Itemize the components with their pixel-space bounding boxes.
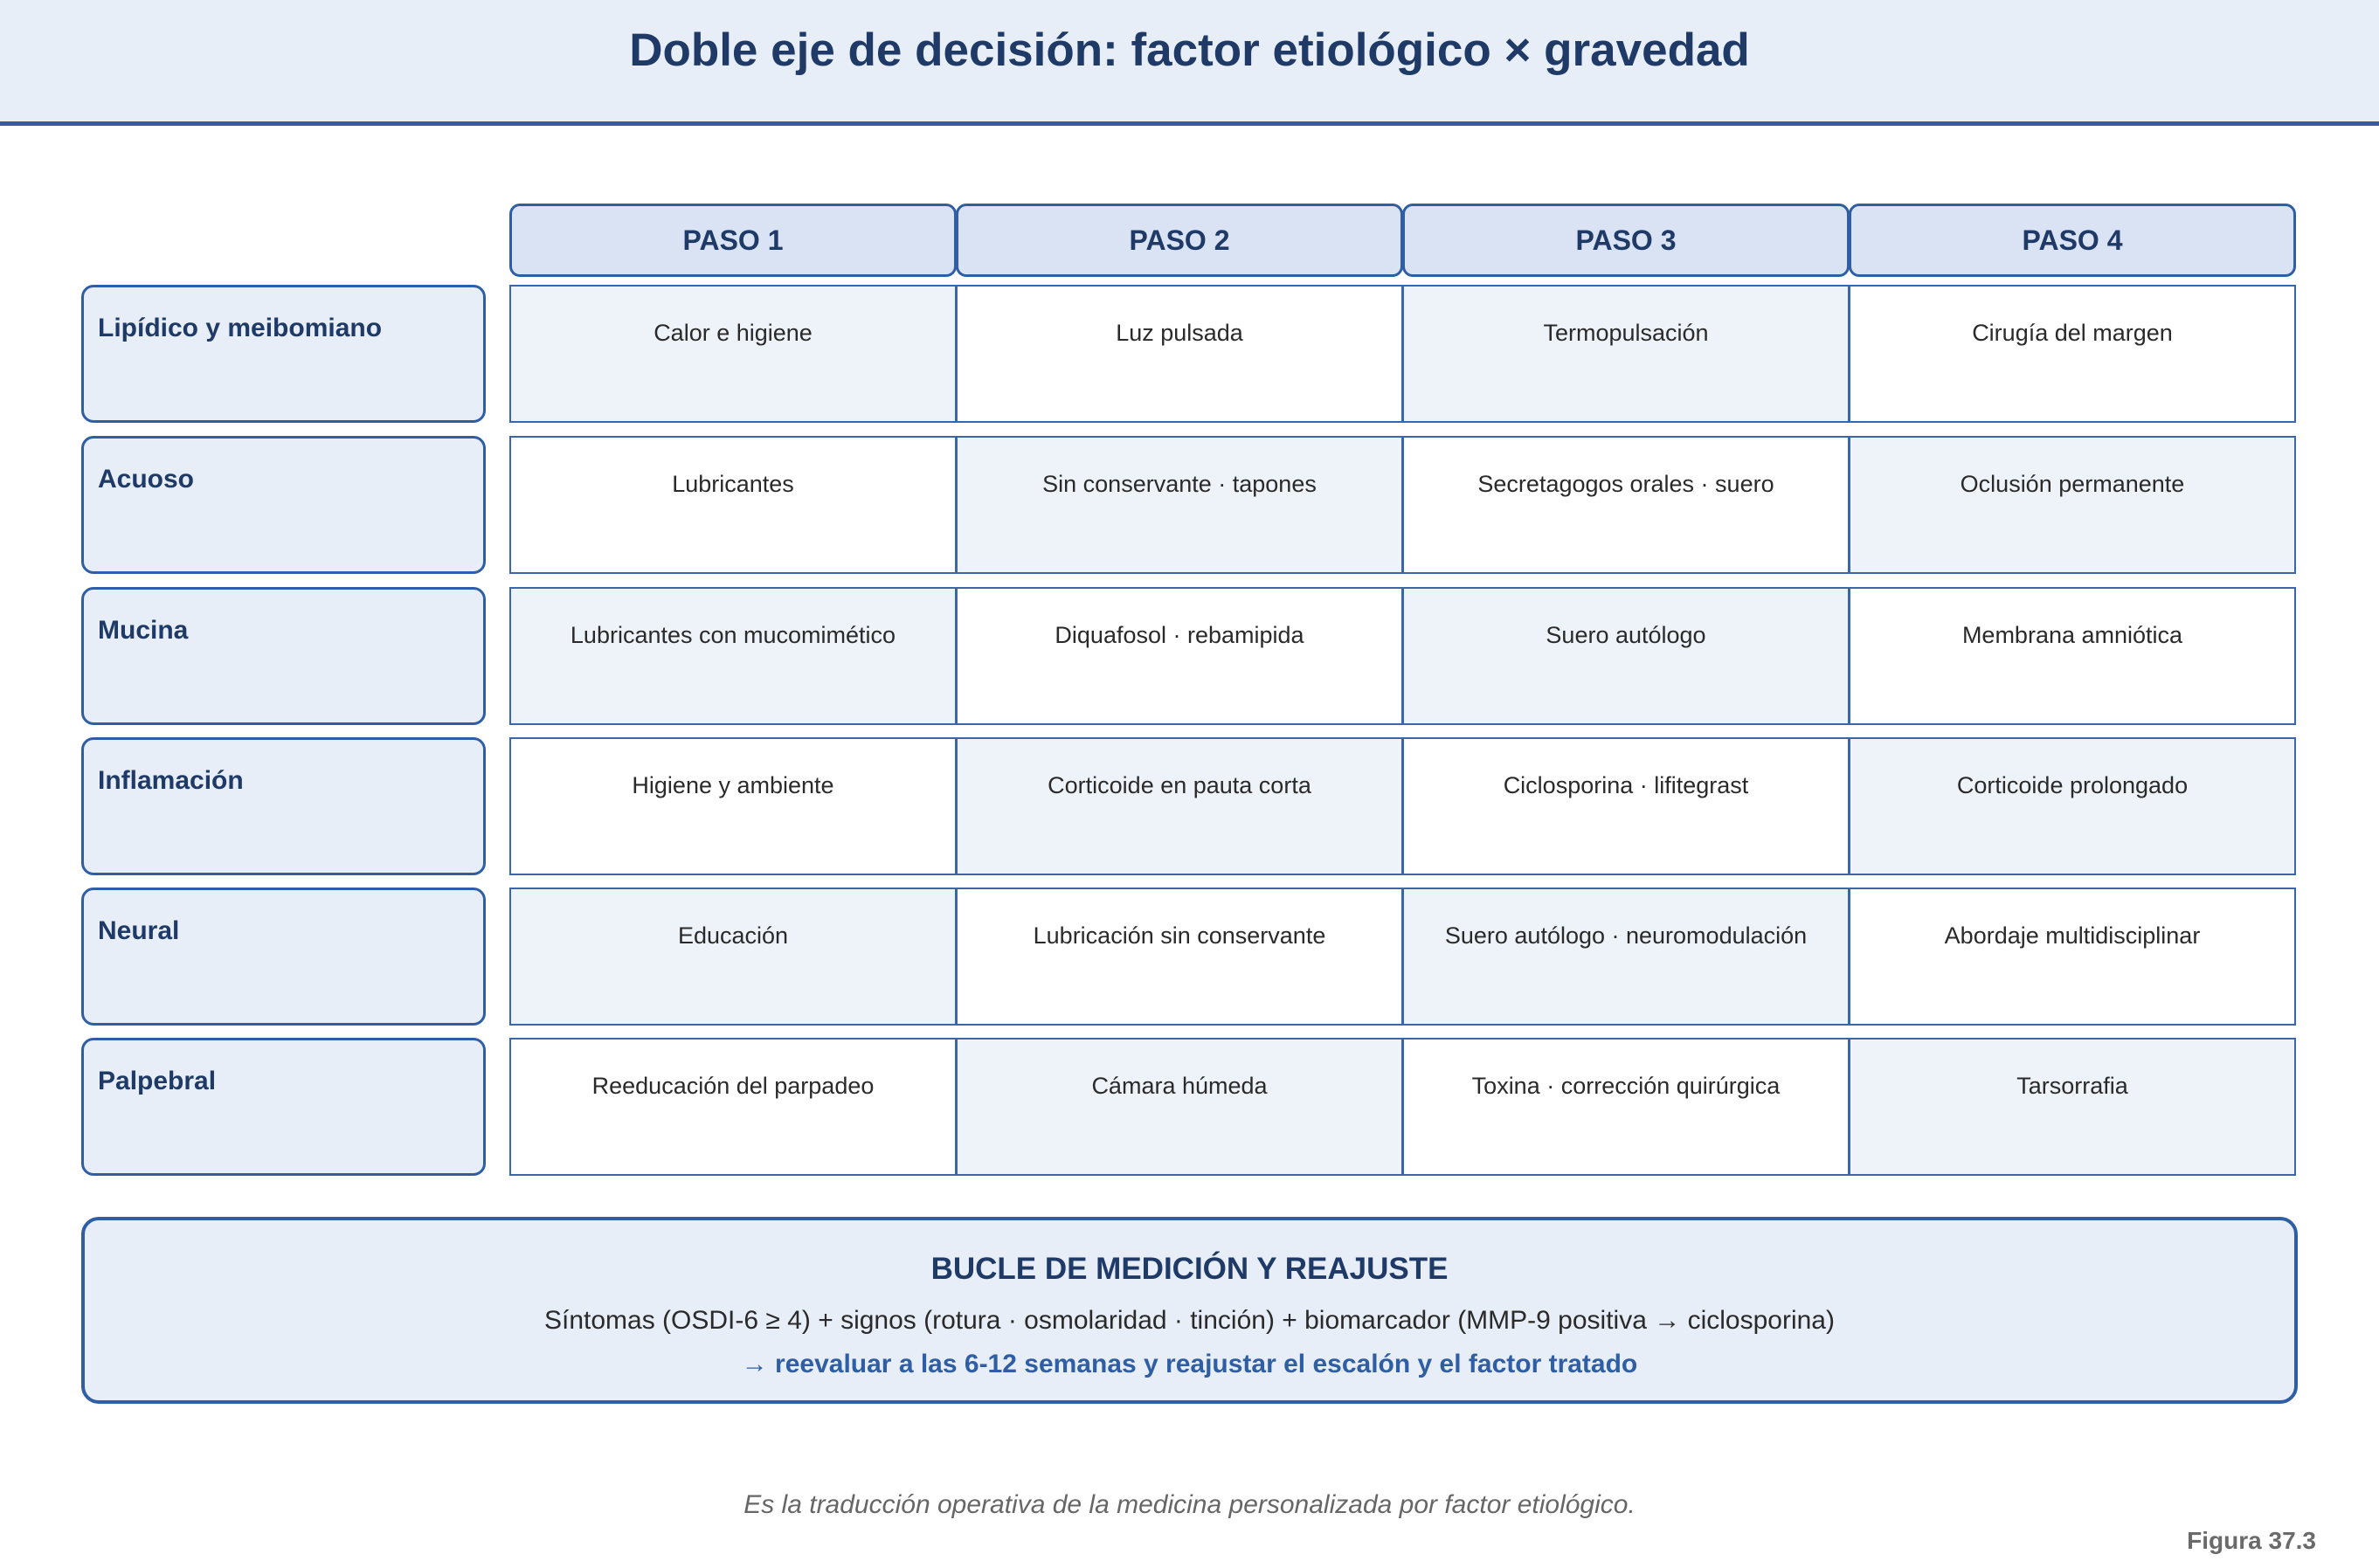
- column-header-paso-1: PASO 1: [509, 204, 957, 277]
- loop-action: → reevaluar a las 6-12 semanas y reajustar el escalón y el factor tratado: [741, 1350, 1638, 1378]
- row-label-mucina: Mucina: [81, 587, 486, 725]
- grid-cell: Suero autólogo · neuromodulación: [1402, 888, 1850, 1026]
- column-header-paso-4: PASO 4: [1849, 204, 2296, 277]
- loop-title: BUCLE DE MEDICIÓN Y REAJUSTE: [930, 1252, 1449, 1286]
- grid-cell: Calor e higiene: [509, 285, 957, 423]
- grid-cell: Cámara húmeda: [956, 1038, 1403, 1176]
- column-header-paso-2: PASO 2: [956, 204, 1403, 277]
- grid-cell: Membrana amniótica: [1849, 587, 2296, 725]
- row-label-palpebral: Palpebral: [81, 1038, 486, 1176]
- grid-cell: Oclusión permanente: [1849, 436, 2296, 574]
- loop-description: Síntomas (OSDI-6 ≥ 4) + signos (rotura · osmolaridad · tinción) + biomarcador (MMP-9 positiva → ciclosporina): [544, 1306, 1835, 1335]
- grid-cell: Suero autólogo: [1402, 587, 1850, 725]
- grid-cell: Corticoide prolongado: [1849, 737, 2296, 875]
- row-label-neural: Neural: [81, 888, 486, 1026]
- measurement-loop-box: [81, 1217, 2298, 1404]
- grid-cell: Lubricantes: [509, 436, 957, 574]
- page-title: Doble eje de decisión: factor etiológico × gravedad: [629, 24, 1750, 76]
- figure-number: Figura 37.3: [2187, 1527, 2316, 1554]
- row-label-lipidico: Lipídico y meibomiano: [81, 285, 486, 423]
- header-banner: [0, 0, 2379, 126]
- grid-cell: Lubricación sin conservante: [956, 888, 1403, 1026]
- grid-cell: Termopulsación: [1402, 285, 1850, 423]
- column-header-paso-3: PASO 3: [1402, 204, 1850, 277]
- grid-cell: Diquafosol · rebamipida: [956, 587, 1403, 725]
- grid-cell: Toxina · corrección quirúrgica: [1402, 1038, 1850, 1176]
- row-label-inflamacion: Inflamación: [81, 737, 486, 875]
- grid-cell: Luz pulsada: [956, 285, 1403, 423]
- grid-cell: Lubricantes con mucomimético: [509, 587, 957, 725]
- grid-cell: Corticoide en pauta corta: [956, 737, 1403, 875]
- grid-cell: Cirugía del margen: [1849, 285, 2296, 423]
- grid-cell: Ciclosporina · lifitegrast: [1402, 737, 1850, 875]
- grid-cell: Secretagogos orales · suero: [1402, 436, 1850, 574]
- grid-cell: Sin conservante · tapones: [956, 436, 1403, 574]
- grid-cell: Reeducación del parpadeo: [509, 1038, 957, 1176]
- figure-caption: Es la traducción operativa de la medicina personalizada por factor etiológico.: [743, 1490, 1636, 1519]
- grid-cell: Tarsorrafia: [1849, 1038, 2296, 1176]
- grid-cell: Abordaje multidisciplinar: [1849, 888, 2296, 1026]
- row-label-acuoso: Acuoso: [81, 436, 486, 574]
- grid-cell: Higiene y ambiente: [509, 737, 957, 875]
- grid-cell: Educación: [509, 888, 957, 1026]
